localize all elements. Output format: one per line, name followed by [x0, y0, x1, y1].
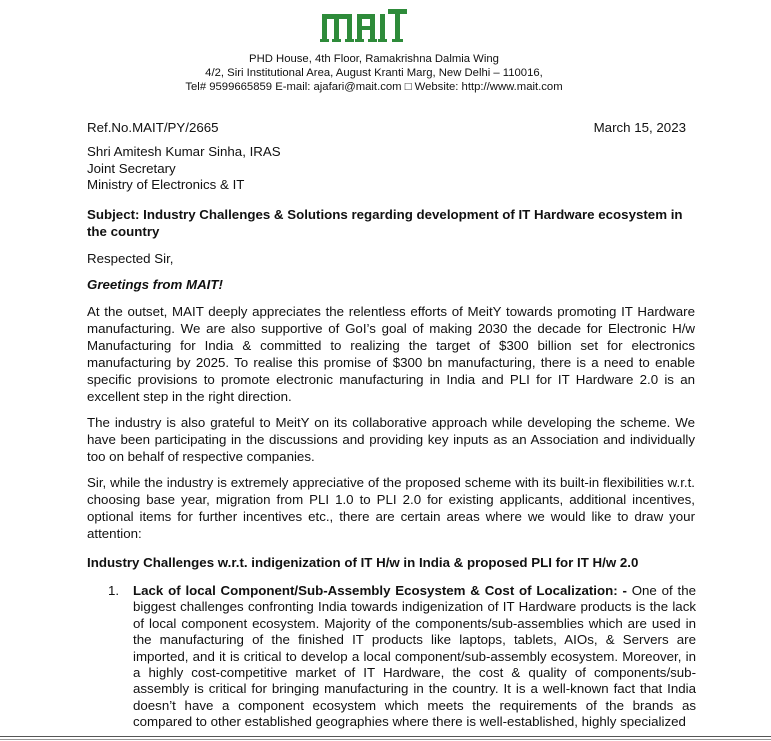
mait-logo-mark — [320, 6, 408, 44]
section-heading: Industry Challenges w.r.t. indigenization of IT H/w in India & proposed PLI for IT H/w 2.0 — [87, 555, 639, 570]
subject-line: Subject: Industry Challenges & Solutions regarding development of IT Hardware ecosystem in the country — [87, 207, 683, 239]
page-edge-line — [0, 736, 771, 737]
list-item-text: One of the biggest challenges confronting India towards indigenization of IT Hardware products is the lack of local component ecosystem. Majority of the components/sub-assemblies which are used in the manufacturing of the finished IT products like laptops, tablets, AIOs, & Servers are imported, and it is critical to develop a local component/sub-assembly ecosystem. Moreover, in a highly cost-competitive market of IT Hardware, the cost & quality of components/sub-assembly is critical for bringing manufacturing in the country. It is a well-known fact that India doesn’t have a component ecosystem which meets the requirements of the brands as compared to other established geographies where there is well-established, highly specialized — [133, 583, 696, 730]
paragraph-3: Sir, while the industry is extremely appreciative of the proposed scheme with its built-in flexibilities w.r.t. choosing base year, migration from PLI 1.0 to PLI 2.0 for existing applicants, additional incentives, optional items for further incentives etc., there are certain areas where we would like to draw your attention: — [87, 475, 695, 541]
paragraph-1: At the outset, MAIT deeply appreciates the relentless efforts of MeitY towards promoting IT Hardware manufacturing. We are also supportive of GoI’s goal of making 2030 the decade for Electronic H/w Manufacturing for India & committed to realizing the target of $300 billion set for electronics manufacturing by 2025. To realise this promise of $300 bn manufacturing, there is a need to enable specific provisions to promote electronic manufacturing in India and PLI for IT Hardware 2.0 is an excellent step in the right direction. — [87, 304, 695, 404]
recipient-title: Joint Secretary — [87, 160, 176, 176]
list-item-title: Lack of local Component/Sub-Assembly Ecosystem & Cost of Localization: - — [133, 583, 627, 598]
letter-date: March 15, 2023 — [593, 120, 686, 135]
salutation: Respected Sir, — [87, 251, 174, 266]
address-line-3: Tel# 9599665859 E-mail: ajafari@mait.com □ Website: http://www.mait.com — [185, 81, 563, 93]
address-line-2: 4/2, Siri Institutional Area, August Kranti Marg, New Delhi – 110016, — [205, 67, 543, 79]
address-line-1: PHD House, 4th Floor, Ramakrishna Dalmia Wing — [249, 53, 499, 65]
recipient-name: Shri Amitesh Kumar Sinha, IRAS — [87, 144, 281, 159]
mait-logo — [320, 6, 408, 44]
greeting: Greetings from MAIT! — [87, 277, 223, 292]
list-item-number: 1. — [108, 583, 120, 598]
reference-number: Ref.No.MAIT/PY/2665 — [87, 120, 219, 135]
page-edge-line-2 — [0, 739, 771, 740]
paragraph-2: The industry is also grateful to MeitY on its collaborative approach while developing the scheme. We have been participating in the discussions and providing key inputs as an Association and individually too on behalf of respective companies. — [87, 415, 695, 464]
recipient-org: Ministry of Electronics & IT — [87, 177, 245, 192]
recipient-block — [87, 144, 281, 194]
letterhead-address — [170, 52, 578, 94]
list-item-body — [133, 583, 696, 731]
